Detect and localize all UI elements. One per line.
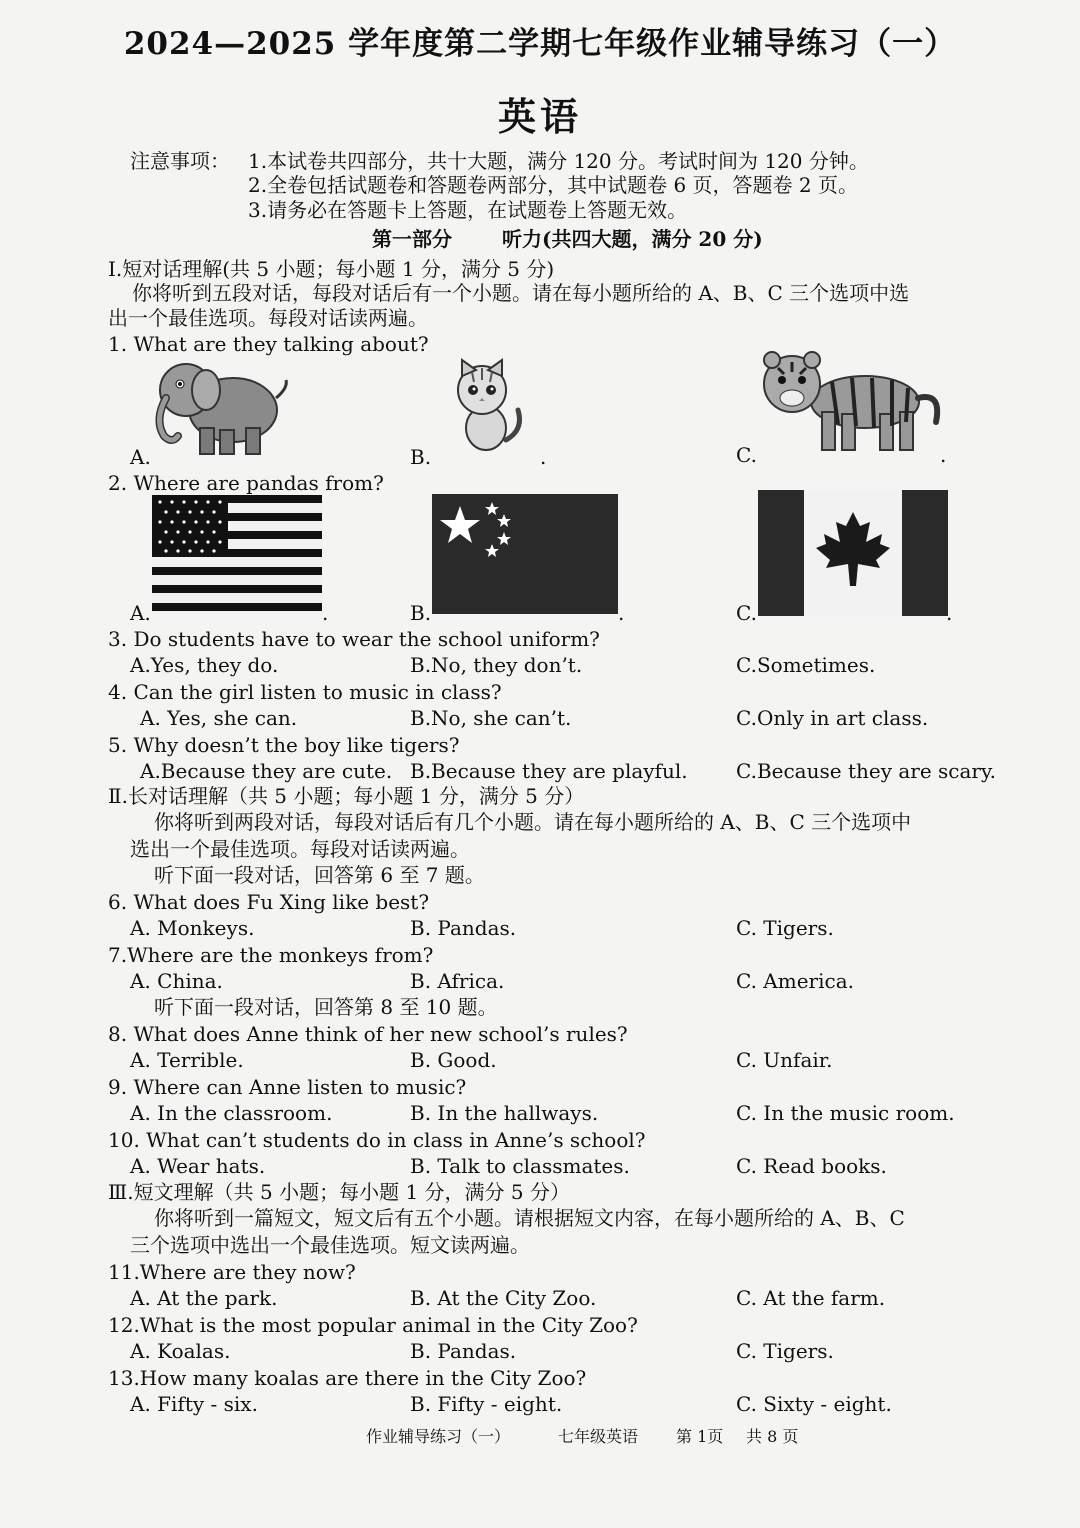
q10-option-c: C. Read books. <box>736 1154 887 1178</box>
q4-option-c: C.Only in art class. <box>736 706 929 730</box>
tiger-icon <box>760 352 945 454</box>
part1-label: 第一部分 <box>372 227 452 251</box>
q9-option-b: B. In the hallways. <box>410 1101 599 1125</box>
q6-option-a: A. Monkeys. <box>130 916 255 940</box>
section3-heading: Ⅲ.短文理解（共 5 小题；每小题 1 分，满分 5 分） <box>108 1180 570 1204</box>
part1-title: 听力(共四大题，满分 20 分) <box>502 227 763 251</box>
q11-option-b: B. At the City Zoo. <box>410 1286 597 1310</box>
q11-option-a: A. At the park. <box>130 1286 278 1310</box>
section2-instruction-1: 你将听到两段对话，每段对话后有几个小题。请在每小题所给的 A、B、C 三个选项中 <box>154 810 912 834</box>
q5-option-c: C.Because they are scary. <box>736 759 996 783</box>
subject-title: 英语 <box>497 94 582 139</box>
q1-question: 1. What are they talking about? <box>108 332 429 356</box>
q9-option-a: A. In the classroom. <box>130 1101 333 1125</box>
q6-question: 6. What does Fu Xing like best? <box>108 890 430 914</box>
q6-option-c: C. Tigers. <box>736 916 834 940</box>
q6-option-b: B. Pandas. <box>410 916 517 940</box>
section2-sub2: 听下面一段对话，回答第 8 至 10 题。 <box>154 995 498 1019</box>
q11-question: 11.Where are they now? <box>108 1260 356 1284</box>
q3-option-c: C.Sometimes. <box>736 653 876 677</box>
q4-option-a: A. Yes, she can. <box>140 706 298 730</box>
q13-option-a: A. Fifty - six. <box>130 1392 258 1416</box>
q12-option-a: A. Koalas. <box>130 1339 231 1363</box>
q10-option-a: A. Wear hats. <box>130 1154 266 1178</box>
q1-option-a: A. <box>130 445 151 469</box>
q2-question: 2. Where are pandas from? <box>108 471 384 495</box>
exam-page: 2024—2025 学年度第二学期七年级作业辅导练习（一） 英语 注意事项： 1.本试卷共四部分，共十大题，满分 120 分。考试时间为 120 分钟。 2.全卷包括试题卷和答题卷两部分，其中试题卷 6 页，答题卷 2 页。 3.请务必在答题卡上答题，在试题卷上答题无效。 第一部分 听力(共四大题，满分 20 分) I.短对话理解(共 5 小题；每小题 1 分，满分 5 分) 你将听到五段对话，每段对话后有一个小题。请在每小题所给的 A、B、C 三个选项中选 出一个最佳选项。每段对话读两遍。 1. What are they talking about? A. B. . C. . 2. Where are pandas from? A. . B. . C. . 3. Do students have to wear the school uniform? A.Yes, they do. B.No, they don’t. C.Sometimes. 4. Can the girl listen to music in class? A. Yes, she can. B.No, she can’t. C.Only in art class. 5. Why doesn’t the boy like tigers? A.Because they are cute. B.Because they are playful. C.Because they are scary. Ⅱ.长对话理解（共 5 小题；每小题 1 分，满分 5 分） 你将听到两段对话，每段对话后有几个小题。请在每小题所给的 A、B、C 三个选项中 选出一个最佳选项。每段对话读两遍。 听下面一段对话，回答第 6 至 7 题。 6. What does Fu Xing like best? A. Monkeys. B. Pandas. C. Tigers. 7.Where are the monkeys from? A. China. B. Africa. C. America. 听下面一段对话，回答第 8 至 10 题。 8. What does Anne think of her new school’s rules? A. Terrible. B. Good. C. Unfair. 9. Where can Anne listen to music? A. In the classroom. B. In the hallways. C. In the music room. 10. What can’t students do in class in Anne’s school? A. Wear hats. B. Talk to classmates. C. Read books. Ⅲ.短文理解（共 5 小题；每小题 1 分，满分 5 分） 你将听到一篇短文，短文后有五个小题。请根据短文内容，在每小题所给的 A、B、C 三个选项中选出一个最佳选项。短文读两遍。 11.Where are they now? A. At the park. B. At the City Zoo. C. At the farm. 12.What is the most popular animal in the City Zoo? A. Koalas. B. Pandas. C. Tigers. 13.How many koalas are there in the City Zoo? A. Fifty - six. B. Fifty - eight. C. Sixty - eight. 作业辅导练习（一） 七年级英语 第 1页 共 8 页 <box>0 0 1080 1528</box>
q7-option-a: A. China. <box>130 969 223 993</box>
q5-option-a: A.Because they are cute. <box>140 759 393 783</box>
note-item-1: 1.本试卷共四部分，共十大题，满分 120 分。考试时间为 120 分钟。 <box>248 149 869 173</box>
footer-exam-name: 作业辅导练习（一） <box>366 1427 511 1446</box>
q8-option-a: A. Terrible. <box>130 1048 244 1072</box>
section2-instruction-2: 选出一个最佳选项。每段对话读两遍。 <box>130 837 470 861</box>
q2-option-a: A. <box>130 601 151 625</box>
q11-option-c: C. At the farm. <box>736 1286 886 1310</box>
section3-instruction-1: 你将听到一篇短文，短文后有五个小题。请根据短文内容，在每小题所给的 A、B、C <box>154 1206 905 1230</box>
section1-instruction-1: 你将听到五段对话，每段对话后有一个小题。请在每小题所给的 A、B、C 三个选项中选 <box>132 281 910 305</box>
q7-option-c: C. America. <box>736 969 854 993</box>
section1-instruction-2: 出一个最佳选项。每段对话读两遍。 <box>108 306 428 330</box>
page-title: 2024—2025 学年度第二学期七年级作业辅导练习（一） <box>123 26 957 62</box>
q4-question: 4. Can the girl listen to music in class? <box>108 680 502 704</box>
q5-option-b: B.Because they are playful. <box>410 759 688 783</box>
q13-option-b: B. Fifty - eight. <box>410 1392 563 1416</box>
q3-option-a: A.Yes, they do. <box>130 653 279 677</box>
q2-option-c: C. <box>736 601 757 625</box>
q2-option-b: B. <box>410 601 432 625</box>
section1-heading: I.短对话理解(共 5 小题；每小题 1 分，满分 5 分) <box>108 257 555 281</box>
q4-option-b: B.No, she can’t. <box>410 706 572 730</box>
footer-grade-subject: 七年级英语 <box>558 1427 639 1446</box>
q7-option-b: B. Africa. <box>410 969 505 993</box>
cat-icon <box>448 360 528 452</box>
note-item-3: 3.请务必在答题卡上答题，在试题卷上答题无效。 <box>248 198 688 222</box>
footer-total-pages: 共 8 页 <box>746 1427 799 1446</box>
note-item-2: 2.全卷包括试题卷和答题卷两部分，其中试题卷 6 页，答题卷 2 页。 <box>248 173 858 197</box>
q9-question: 9. Where can Anne listen to music? <box>108 1075 467 1099</box>
q3-question: 3. Do students have to wear the school uniform? <box>108 627 600 651</box>
q13-question: 13.How many koalas are there in the City Zoo? <box>108 1366 587 1390</box>
q12-option-b: B. Pandas. <box>410 1339 517 1363</box>
q3-option-b: B.No, they don’t. <box>410 653 583 677</box>
q12-option-c: C. Tigers. <box>736 1339 834 1363</box>
china-flag-icon <box>432 494 618 614</box>
q9-option-c: C. In the music room. <box>736 1101 955 1125</box>
q1-option-b: B. <box>410 445 432 469</box>
q10-question: 10. What can’t students do in class in Anne’s school? <box>108 1128 646 1152</box>
usa-flag-icon <box>152 495 322 615</box>
section3-instruction-2: 三个选项中选出一个最佳选项。短文读两遍。 <box>130 1233 530 1257</box>
section2-sub1: 听下面一段对话，回答第 6 至 7 题。 <box>154 863 485 887</box>
q13-option-c: C. Sixty - eight. <box>736 1392 892 1416</box>
q8-question: 8. What does Anne think of her new school’s rules? <box>108 1022 628 1046</box>
canada-flag-icon <box>758 490 948 616</box>
section2-heading: Ⅱ.长对话理解（共 5 小题；每小题 1 分，满分 5 分） <box>108 784 585 808</box>
q7-question: 7.Where are the monkeys from? <box>108 943 434 967</box>
elephant-icon <box>148 358 293 458</box>
q1-option-c: C. <box>736 443 757 467</box>
q8-option-c: C. Unfair. <box>736 1048 833 1072</box>
q8-option-b: B. Good. <box>410 1048 497 1072</box>
footer-page-number: 第 1页 <box>676 1427 724 1446</box>
q12-question: 12.What is the most popular animal in the City Zoo? <box>108 1313 638 1337</box>
q5-question: 5. Why doesn’t the boy like tigers? <box>108 733 460 757</box>
q10-option-b: B. Talk to classmates. <box>410 1154 630 1178</box>
notes-label: 注意事项： <box>130 149 230 173</box>
